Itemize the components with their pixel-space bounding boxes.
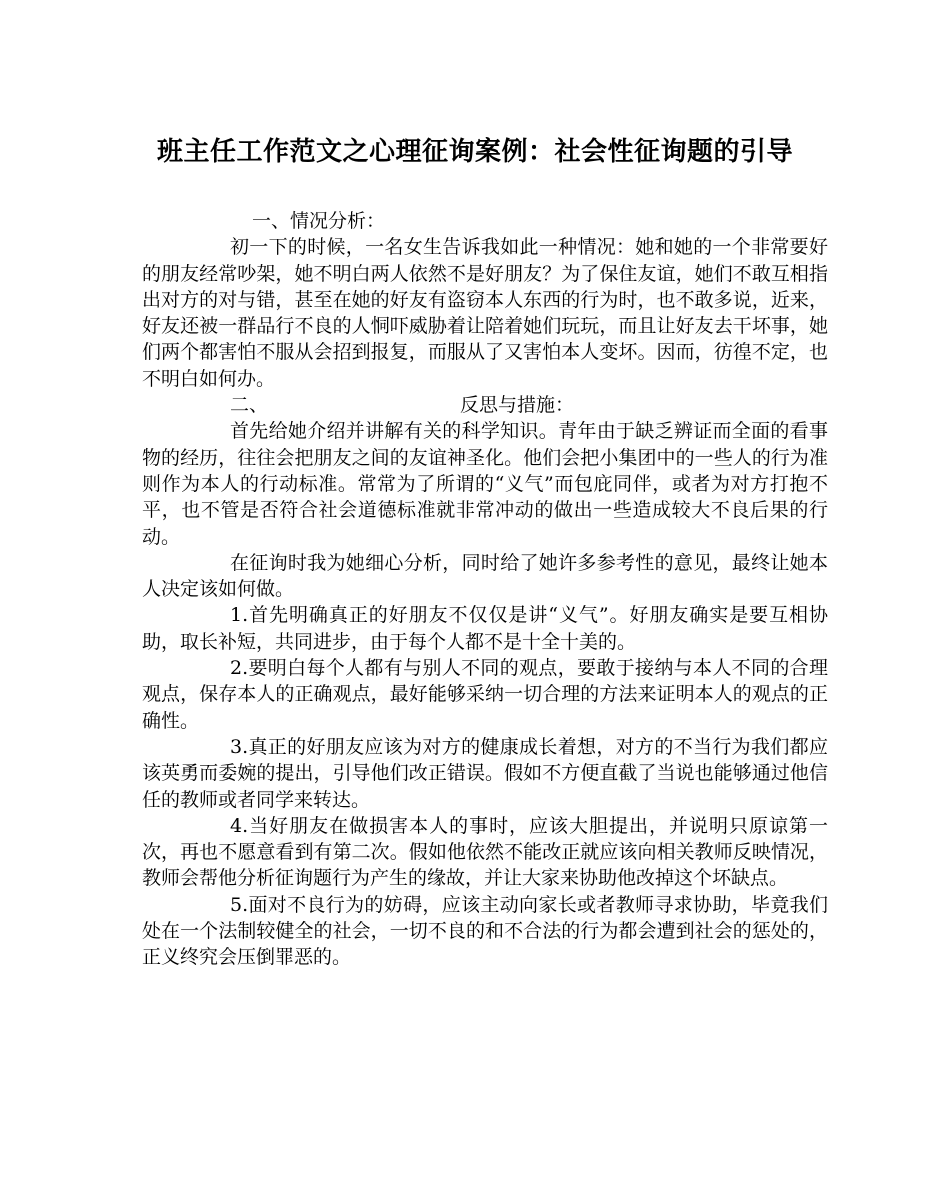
list-item-5: 5.面对不良行为的妨碍，应该主动向家长或者教师寻求协助，毕竟我们处在一个法制较健全的社会，一切不良的和不合法的行为都会遭到社会的惩处的，正义终究会压倒罪恶的。 (142, 893, 828, 969)
list-item-1: 1.首先明确真正的好朋友不仅仅是讲“义气”。好朋友确实是要互相协助，取长补短，共同进步，由于每个人都不是十全十美的。 (142, 604, 828, 653)
document-title: 班主任工作范文之心理征询案例：社会性征询题的引导 (156, 137, 793, 167)
list-item-3: 3.真正的好朋友应该为对方的健康成长着想，对方的不当行为我们都应该英勇而委婉的提出，引导他们改正错误。假如不方便直截了当说也能够通过他信任的教师或者同学来转达。 (142, 735, 828, 811)
section-heading-label: 反思与措施： (460, 394, 575, 417)
section-heading-situation: 一、情况分析： (252, 210, 386, 232)
list-item-4: 4.当好朋友在做损害本人的事时，应该大胆提出，并说明只原谅第一 次，再也不愿意看到有第二次。假如他依然不能改正就应该向相关教师反映情况，教师会帮他分析征询题行为产生的缘故，并让大家来协助他改掉这个坏缺点。 (142, 814, 848, 890)
paragraph-situation: 初一下的时候，一名女生告诉我如此一种情况：她和她的一个非常要好的朋友经常吵架，她不明白两人依然不是好朋友？为了保住友谊，她们不敢互相指出对方的对与错，甚至在她的好友有盗窃本人东西的行为时，也不敢多说，近来，好友还被一群品行不良的人恫吓威胁着让陪着她们玩玩，而且让好友去干坏事，她们两个都害怕不服从会招到报复，而服从了又害怕本人变坏。因而，彷徨不定，也不明白如何办。 (142, 236, 828, 390)
section-heading-reflection (142, 392, 828, 418)
list-item-2: 2.要明白每个人都有与别人不同的观点，要敢于接纳与本人不同的合理观点，保存本人的正确观点，最好能够采纳一切合理的方法来证明本人的观点的正确性。 (142, 657, 828, 732)
document-body (142, 208, 848, 971)
paragraph-knowledge: 首先给她介绍并讲解有关的科学知识。青年由于缺乏辨证而全面的看事物的经历，往往会把朋友之间的友谊神圣化。他们会把小集团中的一些人的行为准则作为本人的行动标准。常常为了所谓的“义气”而包庇同伴，或者为对方打抱不平，也不管是否符合社会道德标准就非常冲动的做出一些造成较大不良后果的行动。 (142, 420, 828, 548)
paragraph-consultation: 在征询时我为她细心分析，同时给了她许多参考性的意见，最终让她本人决定该如何做。 (142, 551, 828, 601)
section-heading-number: 二、 (230, 394, 269, 417)
